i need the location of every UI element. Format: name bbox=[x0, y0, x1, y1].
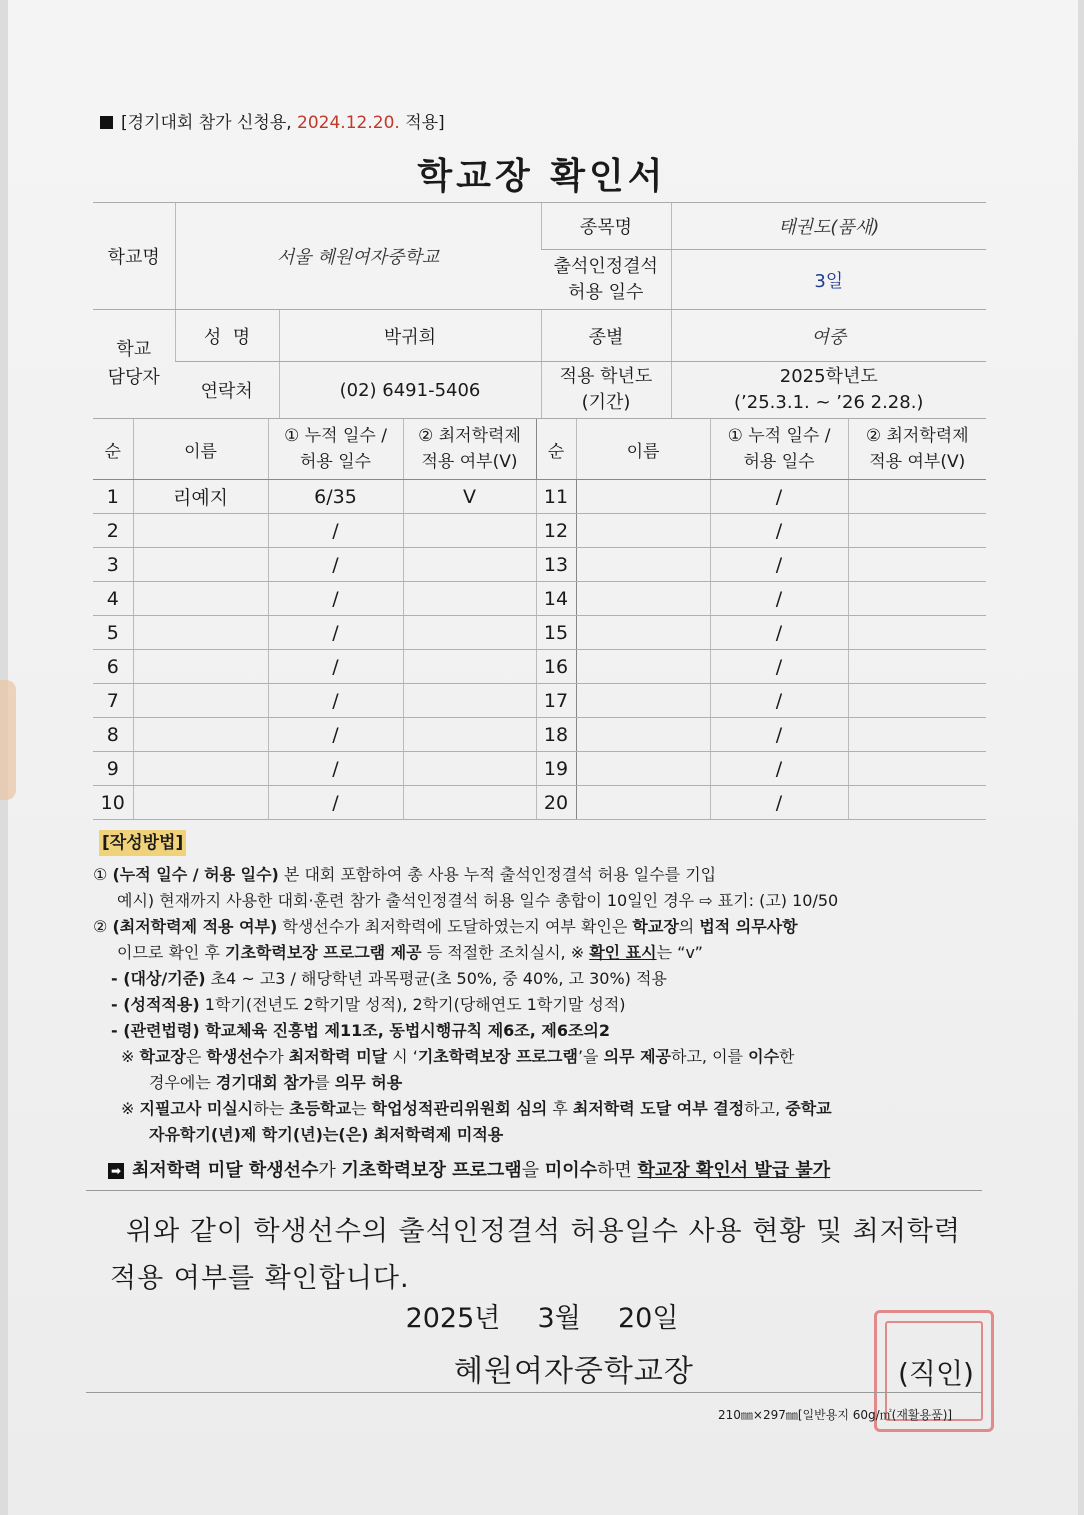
confirm-text: 위와 같이 학생선수의 출석인정결석 허용일수 사용 현황 및 최저학력 적용 여부를 확인합니다. bbox=[110, 1216, 961, 1294]
col-days-r bbox=[710, 419, 848, 480]
type-label: 종별 bbox=[541, 310, 671, 362]
header-date: 2024.12.20. bbox=[297, 113, 400, 133]
m2-bold-d: 법적 의무사항 bbox=[699, 917, 798, 936]
m1-example: 예시) 현재까지 사용한 대회·훈련 참가 출석인정결석 허용 일수 총합이 10일인 경우 ⇨ 표기: (고) 10/50 bbox=[117, 891, 839, 910]
n2-g: 후 bbox=[547, 1099, 573, 1118]
cell-l-days: / bbox=[268, 752, 403, 786]
n2-i: 하고, bbox=[744, 1099, 786, 1118]
cell-r-name bbox=[576, 480, 710, 514]
school-head: 혜원여자중학교장 bbox=[454, 1354, 694, 1389]
n2-e: 는 bbox=[351, 1099, 372, 1118]
m2-text-c: 의 bbox=[678, 917, 700, 936]
col-days bbox=[268, 419, 403, 480]
cell-l-no: 9 bbox=[93, 752, 133, 786]
n1-k: 하고, 이를 bbox=[671, 1047, 749, 1066]
cell-l-name: 리예지 bbox=[133, 480, 268, 514]
cell-r-no: 16 bbox=[536, 650, 576, 684]
year-value-2: (’25.3.1. ~ ’26 2.28.) bbox=[734, 392, 924, 413]
cell-l-no: 8 bbox=[93, 718, 133, 752]
cell-l-name bbox=[133, 650, 268, 684]
d1-bold: - (대상/기준) bbox=[111, 969, 206, 988]
cell-r-days: / bbox=[710, 718, 848, 752]
n1-l: 이수 bbox=[748, 1047, 780, 1066]
cell-l-days: 6/35 bbox=[268, 480, 403, 514]
cell-l-min bbox=[403, 582, 536, 616]
cell-l-name bbox=[133, 684, 268, 718]
cell-r-name bbox=[576, 786, 710, 820]
m2-line2-e: 는 “v” bbox=[656, 943, 703, 962]
cell-l-name bbox=[133, 548, 268, 582]
col-no: 순 bbox=[93, 419, 133, 480]
document-header bbox=[100, 108, 445, 133]
m2-line2-a: 이므로 확인 후 bbox=[117, 943, 225, 962]
warn-e: 미이수 bbox=[544, 1160, 597, 1181]
cell-l-days: / bbox=[268, 718, 403, 752]
cell-r-min bbox=[848, 514, 986, 548]
n1-line2-c: 를 bbox=[314, 1073, 335, 1092]
seal-label: (직인) bbox=[898, 1357, 974, 1390]
cell-l-days: / bbox=[268, 616, 403, 650]
cell-l-no: 6 bbox=[93, 650, 133, 684]
n1-j: 의무 제공 bbox=[603, 1047, 672, 1066]
cell-r-no: 18 bbox=[536, 718, 576, 752]
m2-line2-b: 기초학력보장 프로그램 제공 bbox=[225, 943, 422, 962]
m1-text: 본 대회 포함하여 총 사용 누적 출석인정결석 허용 일수를 기입 bbox=[278, 865, 717, 884]
d2-text: 1학기(전년도 2학기말 성적), 2학기(당해연도 1학기말 성적) bbox=[199, 995, 626, 1014]
cell-r-days: / bbox=[710, 786, 848, 820]
instructions-heading: [작성방법] bbox=[99, 830, 186, 856]
cell-l-min bbox=[403, 650, 536, 684]
table-row bbox=[93, 650, 986, 684]
cell-l-min bbox=[403, 616, 536, 650]
cell-r-no: 19 bbox=[536, 752, 576, 786]
arrow-box-icon: ➡ bbox=[108, 1163, 124, 1179]
d3-bold: - (관련법령) 학교체육 진흥법 제11조, 동법시행규칙 제6조, 제6조의2 bbox=[111, 1021, 611, 1040]
m1-num: ① bbox=[93, 865, 108, 884]
m2-line2-c: 등 적절한 조치실시, ※ bbox=[421, 943, 590, 962]
col-min bbox=[403, 419, 536, 480]
page-title: 학교장 확인서 bbox=[417, 156, 667, 197]
table-row bbox=[93, 514, 986, 548]
cell-l-no: 3 bbox=[93, 548, 133, 582]
cell-l-name bbox=[133, 582, 268, 616]
n1-e: 가 bbox=[268, 1047, 289, 1066]
m1-bold: (누적 일수 / 허용 일수) bbox=[112, 865, 279, 884]
col-no-r: 순 bbox=[536, 419, 576, 480]
name-value: 박귀희 bbox=[279, 310, 541, 362]
cell-r-no: 17 bbox=[536, 684, 576, 718]
n1-m: 한 bbox=[779, 1047, 795, 1066]
divider-bottom bbox=[86, 1392, 982, 1393]
cell-l-min bbox=[403, 548, 536, 582]
cell-r-no: 13 bbox=[536, 548, 576, 582]
n2-h: 최저학력 도달 여부 결정 bbox=[572, 1099, 745, 1118]
n1-line2-b: 경기대회 참가 bbox=[215, 1073, 315, 1092]
cell-l-no: 5 bbox=[93, 616, 133, 650]
col-days-r-1: ① 누적 일수 / bbox=[727, 426, 831, 446]
col-min-r-2: 적용 여부(V) bbox=[869, 452, 966, 472]
year-label-1: 적용 학년도 bbox=[559, 366, 653, 387]
cell-r-days: / bbox=[710, 548, 848, 582]
roster-body bbox=[93, 480, 986, 820]
hand-edge bbox=[0, 680, 16, 800]
roster-table bbox=[93, 418, 986, 820]
d2-bold: - (성적적용) bbox=[111, 995, 200, 1014]
cell-r-min bbox=[848, 752, 986, 786]
year-value-1: 2025학년도 bbox=[779, 366, 878, 387]
table-row bbox=[93, 786, 986, 820]
instructions bbox=[93, 830, 993, 1148]
m2-text-a: 학생선수가 최저학력에 도달하였는지 여부 확인은 bbox=[277, 917, 633, 936]
cell-r-no: 20 bbox=[536, 786, 576, 820]
cell-l-days: / bbox=[268, 786, 403, 820]
attend-label-1: 출석인정결석 bbox=[553, 255, 658, 277]
year-label-2: (기간) bbox=[581, 392, 631, 413]
name-label: 성 명 bbox=[175, 310, 279, 362]
year-label bbox=[541, 362, 671, 419]
warn-a: 최저학력 미달 학생선수 bbox=[132, 1160, 319, 1181]
cell-l-days: / bbox=[268, 650, 403, 684]
issue-date: 2025년 3월 20일 bbox=[405, 1303, 679, 1334]
paper-spec-footer: 210㎜×297㎜[일반용지 60g/㎡(재활용품)] bbox=[718, 1408, 953, 1422]
col-days-2: 허용 일수 bbox=[299, 452, 372, 472]
warn-d: 을 bbox=[521, 1160, 545, 1181]
manager-label bbox=[93, 310, 175, 419]
cell-r-days: / bbox=[710, 582, 848, 616]
attend-label-2: 허용 일수 bbox=[568, 281, 644, 303]
header-suffix: 적용] bbox=[399, 113, 445, 133]
cell-r-name bbox=[576, 548, 710, 582]
cell-l-days: / bbox=[268, 548, 403, 582]
cell-l-days: / bbox=[268, 684, 403, 718]
warn-g: 학교장 확인서 발급 불가 bbox=[637, 1160, 831, 1181]
table-row bbox=[93, 752, 986, 786]
cell-l-min bbox=[403, 684, 536, 718]
cell-r-name bbox=[576, 684, 710, 718]
table-row bbox=[93, 718, 986, 752]
cell-l-no: 7 bbox=[93, 684, 133, 718]
square-bullet-icon bbox=[100, 116, 113, 129]
cell-l-min bbox=[403, 786, 536, 820]
cell-r-min bbox=[848, 548, 986, 582]
n1-b: 학교장 bbox=[139, 1047, 186, 1066]
n1-f: 최저학력 미달 bbox=[288, 1047, 388, 1066]
cell-l-min bbox=[403, 752, 536, 786]
school-value: 서울 혜원여자중학교 bbox=[175, 203, 541, 310]
cell-r-min bbox=[848, 650, 986, 684]
divider-top bbox=[86, 1190, 982, 1191]
cell-r-no: 12 bbox=[536, 514, 576, 548]
cell-l-no: 10 bbox=[93, 786, 133, 820]
col-days-1: ① 누적 일수 / bbox=[284, 426, 387, 446]
contact-label: 연락처 bbox=[175, 362, 279, 419]
cell-l-days: / bbox=[268, 582, 403, 616]
n1-h: 기초학력보장 프로그램 bbox=[417, 1047, 578, 1066]
cell-r-no: 11 bbox=[536, 480, 576, 514]
cell-l-name bbox=[133, 752, 268, 786]
school-label: 학교명 bbox=[93, 203, 175, 310]
manager-label-2: 담당자 bbox=[107, 367, 160, 388]
cell-r-days: / bbox=[710, 650, 848, 684]
n2-d: 초등학교 bbox=[289, 1099, 352, 1118]
n1-line2-d: 의무 허용 bbox=[334, 1073, 403, 1092]
header-prefix: [경기대회 참가 신청용, bbox=[121, 113, 298, 133]
n1-g: 시 ‘ bbox=[387, 1047, 418, 1066]
cell-r-min bbox=[848, 582, 986, 616]
col-min-r-1: ② 최저학력제 bbox=[865, 426, 969, 446]
n1-i: ’을 bbox=[577, 1047, 604, 1066]
table-row bbox=[93, 616, 986, 650]
year-value bbox=[671, 362, 986, 419]
col-name: 이름 bbox=[133, 419, 268, 480]
n2-f: 학업성적관리위원회 심의 bbox=[371, 1099, 548, 1118]
cell-r-name bbox=[576, 514, 710, 548]
n2-c: 하는 bbox=[253, 1099, 290, 1118]
manager-label-1: 학교 bbox=[116, 339, 152, 360]
cell-r-min bbox=[848, 480, 986, 514]
attend-value: 3일 bbox=[671, 250, 986, 310]
event-label: 종목명 bbox=[541, 203, 671, 250]
n1-line2-a: 경우에는 bbox=[149, 1073, 216, 1092]
cell-l-min: V bbox=[403, 480, 536, 514]
cell-l-min bbox=[403, 514, 536, 548]
col-min-2: 적용 여부(V) bbox=[421, 452, 518, 472]
warn-c: 기초학력보장 프로그램 bbox=[341, 1160, 522, 1181]
info-table bbox=[93, 202, 986, 419]
cell-r-name bbox=[576, 718, 710, 752]
cell-r-name bbox=[576, 650, 710, 684]
cell-l-name bbox=[133, 616, 268, 650]
cell-r-min bbox=[848, 616, 986, 650]
cell-r-min bbox=[848, 684, 986, 718]
warn-f: 하면 bbox=[597, 1160, 638, 1181]
m2-bold-b: 학교장 bbox=[632, 917, 679, 936]
cell-r-days: / bbox=[710, 480, 848, 514]
table-row bbox=[93, 582, 986, 616]
cell-l-no: 2 bbox=[93, 514, 133, 548]
col-name-r: 이름 bbox=[576, 419, 710, 480]
d1-text: 초4 ~ 고3 / 해당학년 과목평균(초 50%, 중 40%, 고 30%) 적용 bbox=[205, 969, 667, 988]
n2-a: ※ bbox=[121, 1099, 140, 1118]
cell-r-days: / bbox=[710, 616, 848, 650]
m2-line2-d: 확인 표시 bbox=[589, 943, 657, 962]
cell-r-days: / bbox=[710, 514, 848, 548]
cell-r-no: 14 bbox=[536, 582, 576, 616]
cell-l-days: / bbox=[268, 514, 403, 548]
table-row bbox=[93, 480, 986, 514]
cell-l-no: 1 bbox=[93, 480, 133, 514]
warning-line bbox=[108, 1156, 830, 1182]
n2-j: 중학교 bbox=[785, 1099, 832, 1118]
cell-l-name bbox=[133, 786, 268, 820]
contact-value: (02) 6491-5406 bbox=[279, 362, 541, 419]
cell-r-min bbox=[848, 786, 986, 820]
m2-bold: (최저학력제 적용 여부) bbox=[112, 917, 278, 936]
cell-r-no: 15 bbox=[536, 616, 576, 650]
cell-r-days: / bbox=[710, 752, 848, 786]
n1-d: 학생선수 bbox=[206, 1047, 269, 1066]
type-value: 여중 bbox=[671, 310, 986, 362]
table-row bbox=[93, 684, 986, 718]
m2-num: ② bbox=[93, 917, 108, 936]
n2-b: 지필고사 미실시 bbox=[139, 1099, 254, 1118]
cell-r-min bbox=[848, 718, 986, 752]
n1-c: 은 bbox=[185, 1047, 207, 1066]
cell-r-days: / bbox=[710, 684, 848, 718]
col-min-1: ② 최저학력제 bbox=[418, 426, 521, 446]
cell-r-name bbox=[576, 752, 710, 786]
event-value: 태권도(품새) bbox=[671, 203, 986, 250]
cell-l-name bbox=[133, 718, 268, 752]
cell-l-name bbox=[133, 514, 268, 548]
n2-line2: 자유학기(년)제 학기(년)는(은) 최저학력제 미적용 bbox=[149, 1125, 504, 1144]
cell-r-name bbox=[576, 582, 710, 616]
attend-label bbox=[541, 250, 671, 310]
warn-b: 가 bbox=[318, 1160, 342, 1181]
n1-a: ※ bbox=[121, 1047, 140, 1066]
col-min-r bbox=[848, 419, 986, 480]
table-row bbox=[93, 548, 986, 582]
col-days-r-2: 허용 일수 bbox=[743, 452, 815, 472]
cell-l-no: 4 bbox=[93, 582, 133, 616]
cell-l-min bbox=[403, 718, 536, 752]
cell-r-name bbox=[576, 616, 710, 650]
